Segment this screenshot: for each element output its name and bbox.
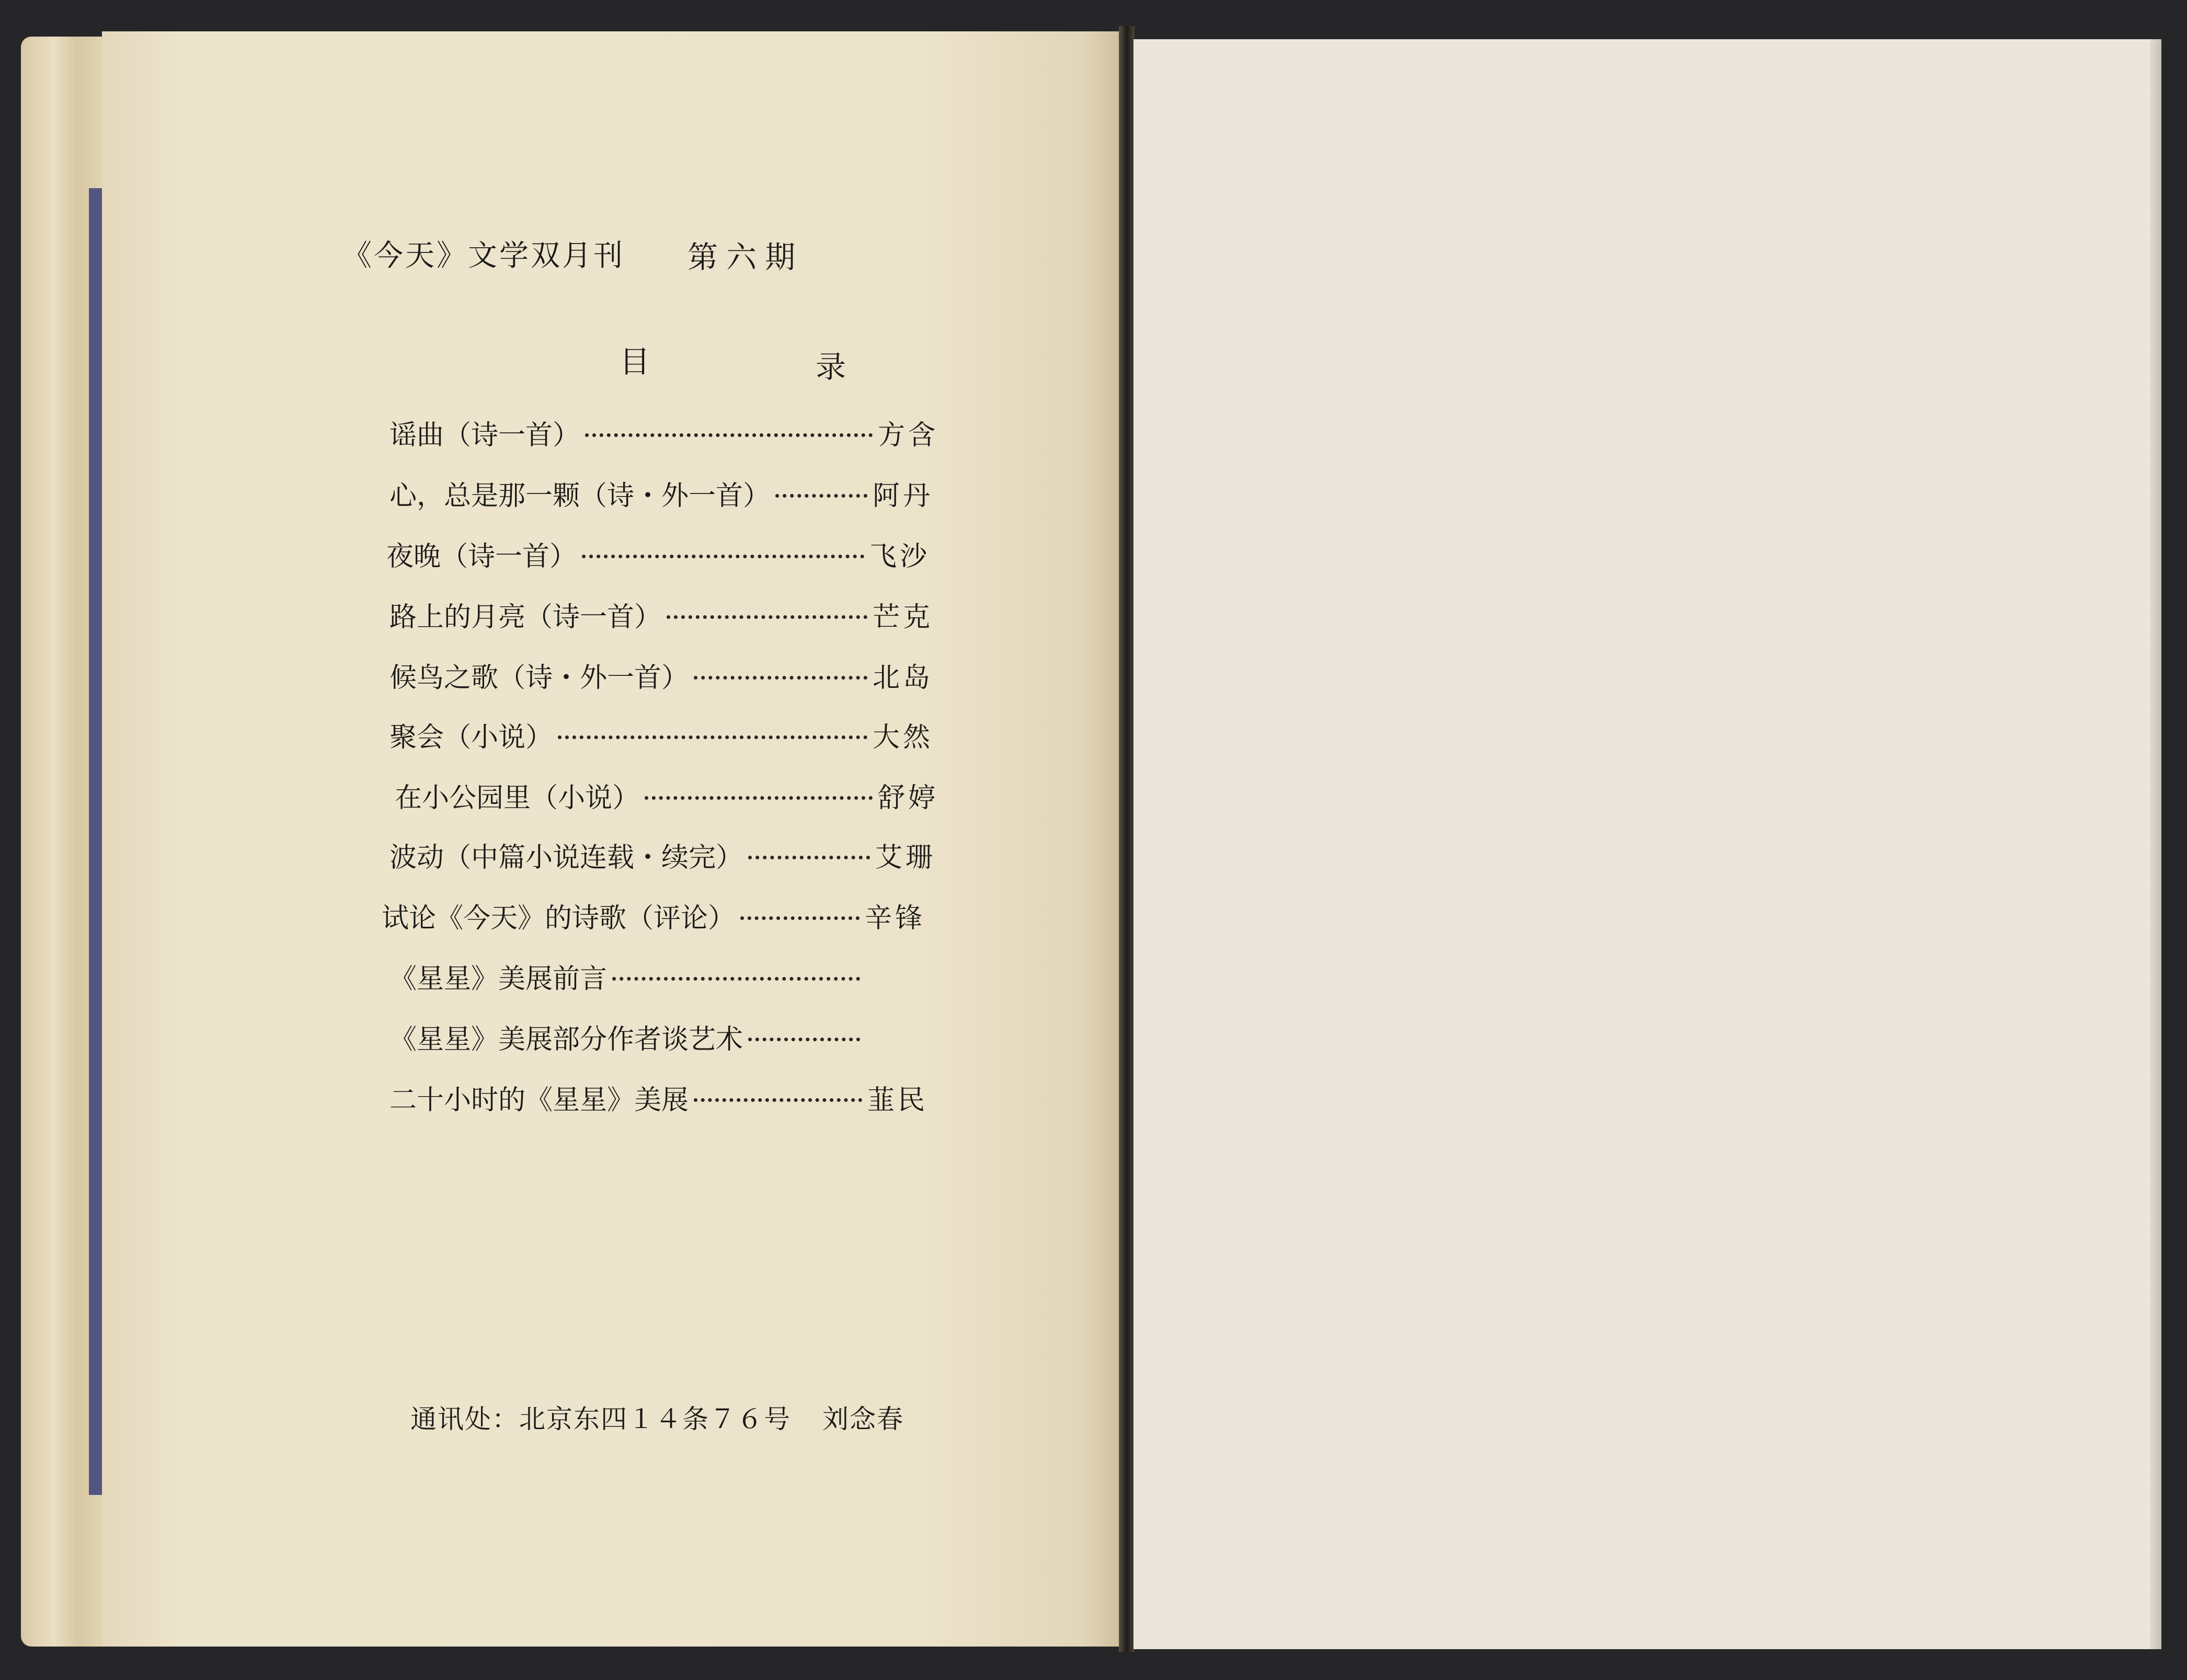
contact-name: 刘念春 (822, 1404, 904, 1434)
leader-dots (612, 976, 860, 981)
leader-dots (585, 433, 873, 437)
left-page (102, 31, 1124, 1647)
toc-entry (386, 534, 930, 571)
toc-entry-author: 舒婷 (877, 783, 938, 814)
leader-dots (558, 735, 867, 739)
leader-dots (645, 796, 873, 800)
issue-number: 第六期 (688, 239, 804, 275)
toc-entry-author: 艾珊 (875, 842, 936, 873)
right-page-edge (2150, 39, 2161, 1649)
toc-entry (390, 957, 865, 993)
toc-entry-author: 方含 (877, 420, 938, 451)
toc-entry (390, 474, 933, 510)
left-page-content (102, 31, 1124, 1647)
leader-dots (775, 493, 867, 498)
mailing-address (410, 1398, 904, 1436)
toc-entry-title: 路上的月亮（诗一首） (390, 602, 662, 633)
toc-entry-title: 候鸟之歌（诗・外一首） (390, 662, 689, 694)
toc-entry (390, 413, 938, 450)
toc-entry-title: 谣曲（诗一首） (390, 420, 580, 451)
address-text: 通讯处：北京东四１４条７６号 (410, 1404, 791, 1434)
toc-entry-author: 韮民 (867, 1085, 928, 1116)
leader-dots (740, 916, 860, 920)
book-gutter (1119, 26, 1135, 1652)
toc-entry (390, 1017, 865, 1054)
toc-entry-title: 《星星》美展部分作者谈艺术 (390, 1024, 743, 1055)
leader-dots (694, 675, 867, 680)
toc-entry-author: 北岛 (872, 662, 933, 694)
toc-entry-author: 大然 (872, 722, 933, 753)
toc-entry-author: 芒克 (872, 602, 933, 633)
toc-entry (390, 1078, 928, 1114)
toc-entry (390, 835, 936, 872)
toc-heading-1: 目 (620, 344, 650, 379)
toc-entry-author: 阿丹 (872, 480, 933, 512)
toc-entry-title: 二十小时的《星星》美展 (390, 1085, 689, 1116)
toc-heading-2: 录 (816, 349, 846, 385)
toc-entry-title: 夜晚（诗一首） (386, 541, 577, 572)
toc-entry-title: 波动（中篇小说连载・续完） (390, 842, 743, 873)
toc-entry (395, 776, 938, 812)
leader-dots (667, 615, 867, 619)
leader-dots (748, 1037, 860, 1041)
toc-entry-author: 飞沙 (869, 541, 930, 572)
toc-entry (382, 896, 925, 933)
toc-entry-title: 心，总是那一颗（诗・外一首） (390, 480, 771, 512)
toc-entry-title: 试论《今天》的诗歌（评论） (382, 903, 736, 934)
toc-entry (390, 715, 933, 752)
journal-title: 《今天》文学双月刊 (342, 239, 625, 273)
leader-dots (694, 1098, 862, 1102)
toc-entry (390, 655, 933, 692)
toc-entry (390, 595, 933, 631)
toc-entry-title: 聚会（小说） (390, 722, 553, 753)
leader-dots (582, 554, 864, 558)
toc-entry-title: 在小公园里（小说） (395, 783, 640, 814)
right-page-blank (1133, 39, 2156, 1649)
toc-entry-author: 辛锋 (864, 903, 925, 934)
leader-dots (748, 855, 870, 859)
toc-entry-title: 《星星》美展前言 (390, 963, 608, 995)
